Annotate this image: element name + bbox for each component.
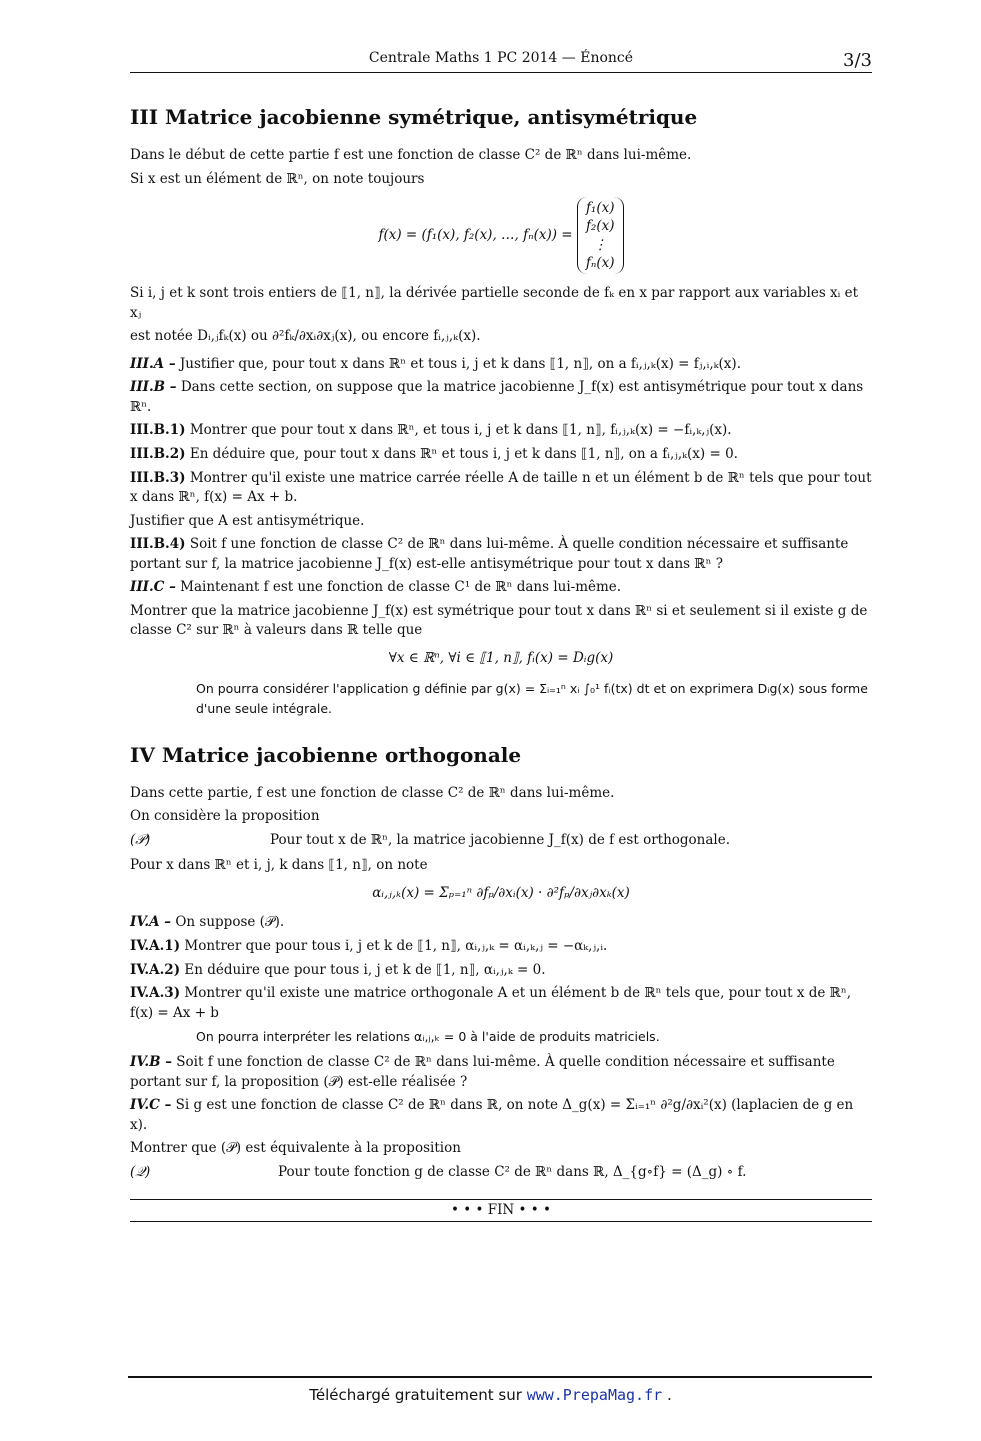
hint-text: On pourra considérer l'application g définie par g(x) = Σᵢ₌₁ⁿ xᵢ ∫₀¹ fᵢ(tx) dt et on exprimera Dᵢg(x) sous forme d'une seule intégrale. bbox=[196, 680, 868, 716]
proposition-tag: (𝒫) bbox=[130, 831, 151, 848]
question-iv-a1 bbox=[130, 937, 872, 957]
question-iv-a bbox=[130, 913, 872, 933]
question-text: Dans cette section, on suppose que la matrice jacobienne J_f(x) est antisymétrique pour tout x dans ℝⁿ. bbox=[130, 379, 864, 415]
question-text: Justifier que, pour tout x dans ℝⁿ et tous i, j et k dans ⟦1, n⟧, on a fᵢ,ⱼ,ₖ(x) = fⱼ,ᵢ,ₖ(x). bbox=[179, 355, 741, 372]
paragraph: Justifier que A est antisymétrique. bbox=[130, 512, 365, 529]
proposition-tag: (𝒬) bbox=[130, 1164, 151, 1180]
footer-end: . bbox=[666, 1386, 672, 1404]
question-label: III.B – bbox=[130, 379, 177, 396]
paragraph: Montrer que la matrice jacobienne J_f(x) est symétrique pour tout x dans ℝⁿ si et seulement si il existe g de classe C² sur ℝⁿ à valeurs dans ℝ telle que bbox=[130, 602, 868, 639]
header-title: Centrale Maths 1 PC 2014 — Énoncé bbox=[368, 50, 634, 66]
vector-entry: f₂(x) bbox=[585, 218, 615, 235]
equation-gradient: ∀x ∈ ℝⁿ, ∀i ∈ ⟦1, n⟧, fᵢ(x) = Dᵢg(x) bbox=[388, 650, 614, 666]
question-text: Montrer qu'il existe une matrice orthogonale A et un élément b de ℝⁿ tels que, pour tout x de ℝⁿ, f(x) = Ax + b bbox=[130, 985, 852, 1021]
question-label: III.A – bbox=[130, 355, 176, 372]
question-text: Montrer que pour tous i, j et k de ⟦1, n⟧, αᵢ,ⱼ,ₖ = αᵢ,ₖ,ⱼ = −αₖ,ⱼ,ᵢ. bbox=[184, 937, 608, 954]
question-iii-b2 bbox=[130, 445, 872, 465]
paragraph: est notée Dᵢ,ⱼfₖ(x) ou ∂²fₖ/∂xᵢ∂xⱼ(x), ou encore fᵢ,ⱼ,ₖ(x). bbox=[130, 328, 481, 345]
question-text: En déduire que pour tous i, j et k de ⟦1, n⟧, αᵢ,ⱼ,ₖ = 0. bbox=[184, 961, 546, 978]
equation-f bbox=[130, 197, 872, 274]
page-content bbox=[130, 48, 872, 1222]
question-iv-a2 bbox=[130, 961, 872, 981]
proposition-q bbox=[130, 1163, 872, 1183]
vector-entry: f₁(x) bbox=[585, 200, 615, 217]
question-label: IV.A.2) bbox=[130, 961, 181, 978]
paragraph: Montrer que (𝒫) est équivalente à la proposition bbox=[130, 1140, 461, 1157]
question-text: En déduire que, pour tout x dans ℝⁿ et tous i, j et k dans ⟦1, n⟧, on a fᵢ,ⱼ,ₖ(x) = 0. bbox=[189, 445, 738, 462]
question-iv-b bbox=[130, 1053, 872, 1092]
question-iv-c bbox=[130, 1096, 872, 1135]
question-text: On suppose (𝒫). bbox=[175, 914, 285, 931]
question-label: III.C – bbox=[130, 579, 176, 596]
question-label: IV.B – bbox=[130, 1054, 172, 1071]
proposition-text: Pour toute fonction g de classe C² de ℝⁿ dans ℝ, Δ_{g∘f} = (Δ_g) ∘ f. bbox=[278, 1164, 747, 1180]
running-header bbox=[130, 48, 872, 73]
footer-text: Téléchargé gratuitement sur bbox=[309, 1386, 522, 1404]
question-iii-b1 bbox=[130, 421, 872, 441]
question-text: Soit f une fonction de classe C² de ℝⁿ dans lui-même. À quelle condition nécessaire et suffisante portant sur f, la proposition (𝒫) est-elle réalisée ? bbox=[130, 1054, 835, 1090]
question-iii-b3 bbox=[130, 469, 872, 508]
question-label: III.B.2) bbox=[130, 445, 186, 462]
question-label: IV.A – bbox=[130, 914, 172, 931]
vector-entry: fₙ(x) bbox=[585, 254, 615, 271]
question-label: III.B.1) bbox=[130, 422, 186, 439]
equation-alpha: αᵢ,ⱼ,ₖ(x) = Σₚ₌₁ⁿ ∂fₚ/∂xᵢ(x) · ∂²fₚ/∂xⱼ∂xₖ(x) bbox=[372, 884, 630, 901]
footer-divider bbox=[128, 1376, 872, 1378]
question-text: Soit f une fonction de classe C² de ℝⁿ dans lui-même. À quelle condition nécessaire et suffisante portant sur f, la matrice jacobienne J_f(x) est-elle antisymétrique pour tout x dans ℝⁿ ? bbox=[130, 536, 849, 572]
question-label: IV.C – bbox=[130, 1097, 172, 1114]
question-iii-b4 bbox=[130, 535, 872, 574]
footer-link[interactable]: www.PrepaMag.fr bbox=[526, 1386, 663, 1404]
section-title-iii: III Matrice jacobienne symétrique, antisymétrique bbox=[130, 105, 698, 129]
question-label: IV.A.3) bbox=[130, 985, 181, 1002]
page-number: 3/3 bbox=[843, 50, 872, 71]
footer bbox=[0, 1386, 981, 1404]
vector-entry: ⋮ bbox=[593, 236, 607, 253]
question-iii-b bbox=[130, 378, 872, 417]
paragraph: Si x est un élément de ℝⁿ, on note toujours bbox=[130, 170, 425, 187]
paragraph: Si i, j et k sont trois entiers de ⟦1, n⟧, la dérivée partielle seconde de fₖ en x par rapport aux variables xᵢ et xⱼ bbox=[130, 285, 859, 321]
question-text: Si g est une fonction de classe C² de ℝⁿ dans ℝ, on note Δ_g(x) = Σᵢ₌₁ⁿ ∂²g/∂xᵢ²(x) (laplacien de g en x). bbox=[130, 1097, 854, 1133]
question-text: Montrer qu'il existe une matrice carrée réelle A de taille n et un élément b de ℝⁿ tels que pour tout x dans ℝⁿ, f(x) = Ax + b. bbox=[130, 469, 872, 506]
end-marker: • • • FIN • • • bbox=[130, 1199, 872, 1223]
equation-lhs: f(x) = (f₁(x), f₂(x), …, fₙ(x)) = bbox=[378, 227, 573, 244]
proposition-text: Pour tout x de ℝⁿ, la matrice jacobienne J_f(x) de f est orthogonale. bbox=[270, 831, 731, 848]
question-label: III.B.3) bbox=[130, 469, 186, 486]
hint-text: On pourra interpréter les relations αᵢ,ⱼ,ₖ = 0 à l'aide de produits matriciels. bbox=[196, 1029, 660, 1045]
paragraph: Dans cette partie, f est une fonction de classe C² de ℝⁿ dans lui-même. bbox=[130, 784, 615, 801]
question-iii-c bbox=[130, 578, 872, 598]
section-title-iv: IV Matrice jacobienne orthogonale bbox=[130, 742, 522, 767]
paragraph: Dans le début de cette partie f est une fonction de classe C² de ℝⁿ dans lui-même. bbox=[130, 147, 692, 163]
proposition-p bbox=[130, 831, 872, 851]
column-vector bbox=[577, 197, 624, 274]
paragraph: Pour x dans ℝⁿ et i, j, k dans ⟦1, n⟧, on note bbox=[130, 857, 428, 874]
question-label: IV.A.1) bbox=[130, 937, 181, 954]
question-text: Montrer que pour tout x dans ℝⁿ, et tous i, j et k dans ⟦1, n⟧, fᵢ,ⱼ,ₖ(x) = −fᵢ,ₖ,ⱼ(x). bbox=[189, 422, 732, 439]
question-iii-a bbox=[130, 355, 872, 375]
paragraph: On considère la proposition bbox=[130, 808, 320, 825]
question-label: III.B.4) bbox=[130, 536, 186, 553]
question-text: Maintenant f est une fonction de classe C¹ de ℝⁿ dans lui-même. bbox=[180, 579, 622, 596]
question-iv-a3 bbox=[130, 984, 872, 1023]
